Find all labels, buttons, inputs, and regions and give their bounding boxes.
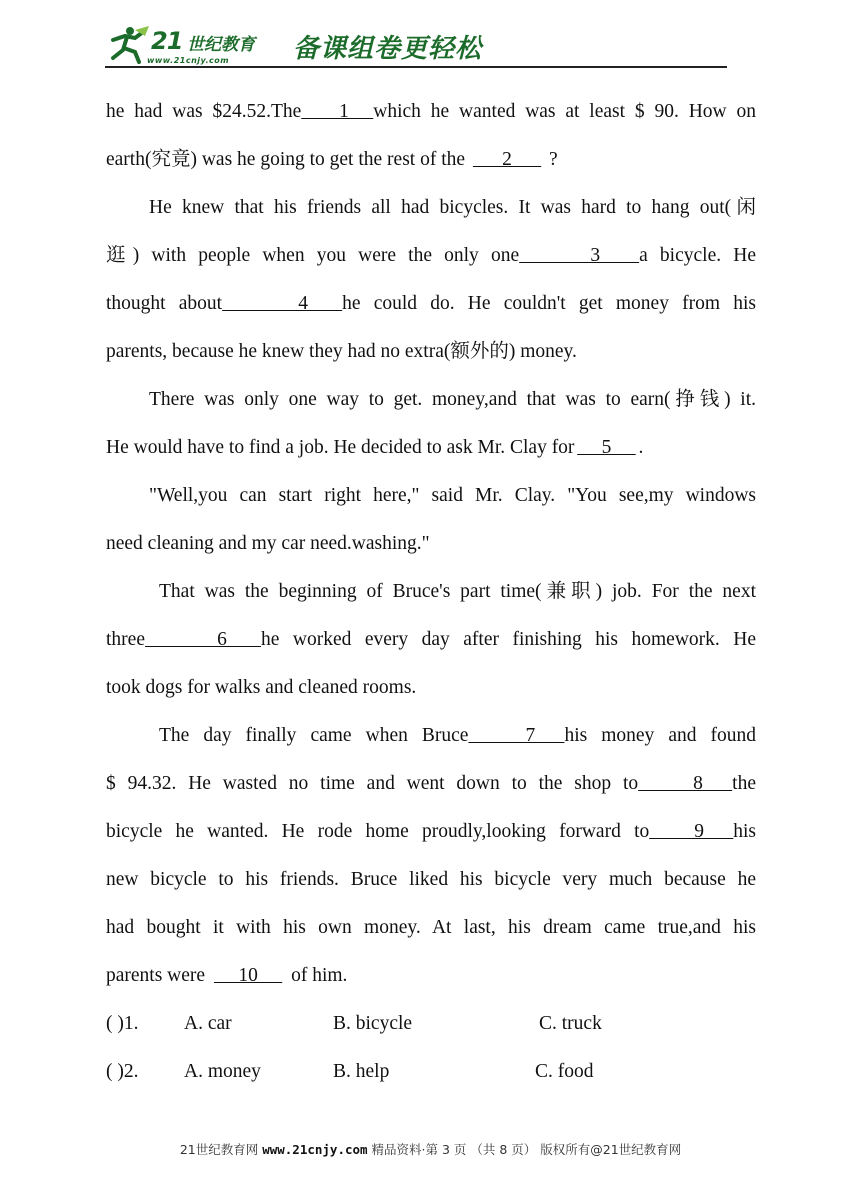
passage-line: had bought it with his own money. At last, his dream came true,and his [106, 917, 756, 938]
question-1 [106, 1000, 756, 1048]
option-b: B. help [333, 1061, 390, 1082]
blank-3: 3 [519, 245, 640, 266]
option-a: A. money [184, 1061, 261, 1082]
option-a: A. car [184, 1013, 232, 1034]
page-header [105, 24, 727, 72]
passage-line: took dogs for walks and cleaned rooms. [106, 677, 417, 698]
footer-right: 精品资料·第 3 页 （共 8 页） 版权所有@21世纪教育网 [371, 1142, 682, 1157]
question-number: ( )2. [106, 1061, 139, 1082]
question-2 [106, 1048, 756, 1096]
passage-line: thought about 4 he could do. He couldn't get money from his [106, 280, 756, 328]
passage-line: There was only one way to get. money,and that was to earn(挣钱) it. [149, 389, 756, 410]
passage-line: parents were 10 of him. [106, 952, 756, 1000]
passage-line: he had was $24.52.The 1 which he wanted was at least $ 90. How on [106, 88, 756, 136]
running-figure-logo-icon [105, 24, 151, 64]
blank-10: 10 [213, 965, 283, 986]
passage-line: "Well,you can start right here," said Mr. Clay. "You see,my windows [149, 485, 756, 506]
passage-line: parents, because he knew they had no extra(额外的) money. [106, 341, 577, 362]
blank-8: 8 [638, 773, 733, 794]
logo-text: 世纪教育 [187, 35, 255, 55]
passage-line: That was the beginning of Bruce's part time(兼职) job. For the next [159, 581, 756, 602]
blank-1: 1 [301, 101, 374, 122]
header-divider [105, 66, 727, 68]
passage-line: He knew that his friends all had bicycles. It was hard to hang out(闲 [149, 197, 756, 218]
passage-line: three 6 he worked every day after finishing his homework. He [106, 616, 756, 664]
blank-7: 7 [468, 725, 565, 746]
passage-line: new bicycle to his friends. Bruce liked his bicycle very much because he [106, 869, 756, 890]
passage-line: $ 94.32. He wasted no time and went down to the shop to 8 the [106, 760, 756, 808]
option-c: C. food [535, 1061, 594, 1082]
option-c: C. truck [539, 1013, 602, 1034]
passage [106, 88, 756, 1096]
blank-6: 6 [144, 629, 261, 650]
passage-line: earth(究竟) was he going to get the rest of the 2 ? [106, 136, 756, 184]
logo-url: www.21cnjy.com [147, 56, 230, 65]
passage-line: need cleaning and my car need.washing." [106, 533, 430, 554]
footer-site-link[interactable]: www.21cnjy.com [262, 1142, 368, 1157]
blank-5: 5 [577, 437, 636, 458]
passage-line: 逛) with people when you were the only one 3 a bicycle. He [106, 232, 756, 280]
passage-line: He would have to find a job. He decided to ask Mr. Clay for 5 . [106, 424, 756, 472]
option-b: B. bicycle [333, 1013, 413, 1034]
logo-number: 21 [151, 27, 183, 55]
passage-line: bicycle he wanted. He rode home proudly,looking forward to 9 his [106, 808, 756, 856]
header-slogan: 备课组卷更轻松 [293, 34, 483, 64]
question-number: ( )1. [106, 1013, 139, 1034]
blank-4: 4 [222, 293, 343, 314]
blank-2: 2 [472, 149, 542, 170]
passage-line: The day finally came when Bruce 7 his money and found [106, 712, 756, 760]
blank-9: 9 [649, 821, 734, 842]
footer-left: 21世纪教育网 [179, 1142, 259, 1157]
page-footer [0, 1140, 861, 1158]
